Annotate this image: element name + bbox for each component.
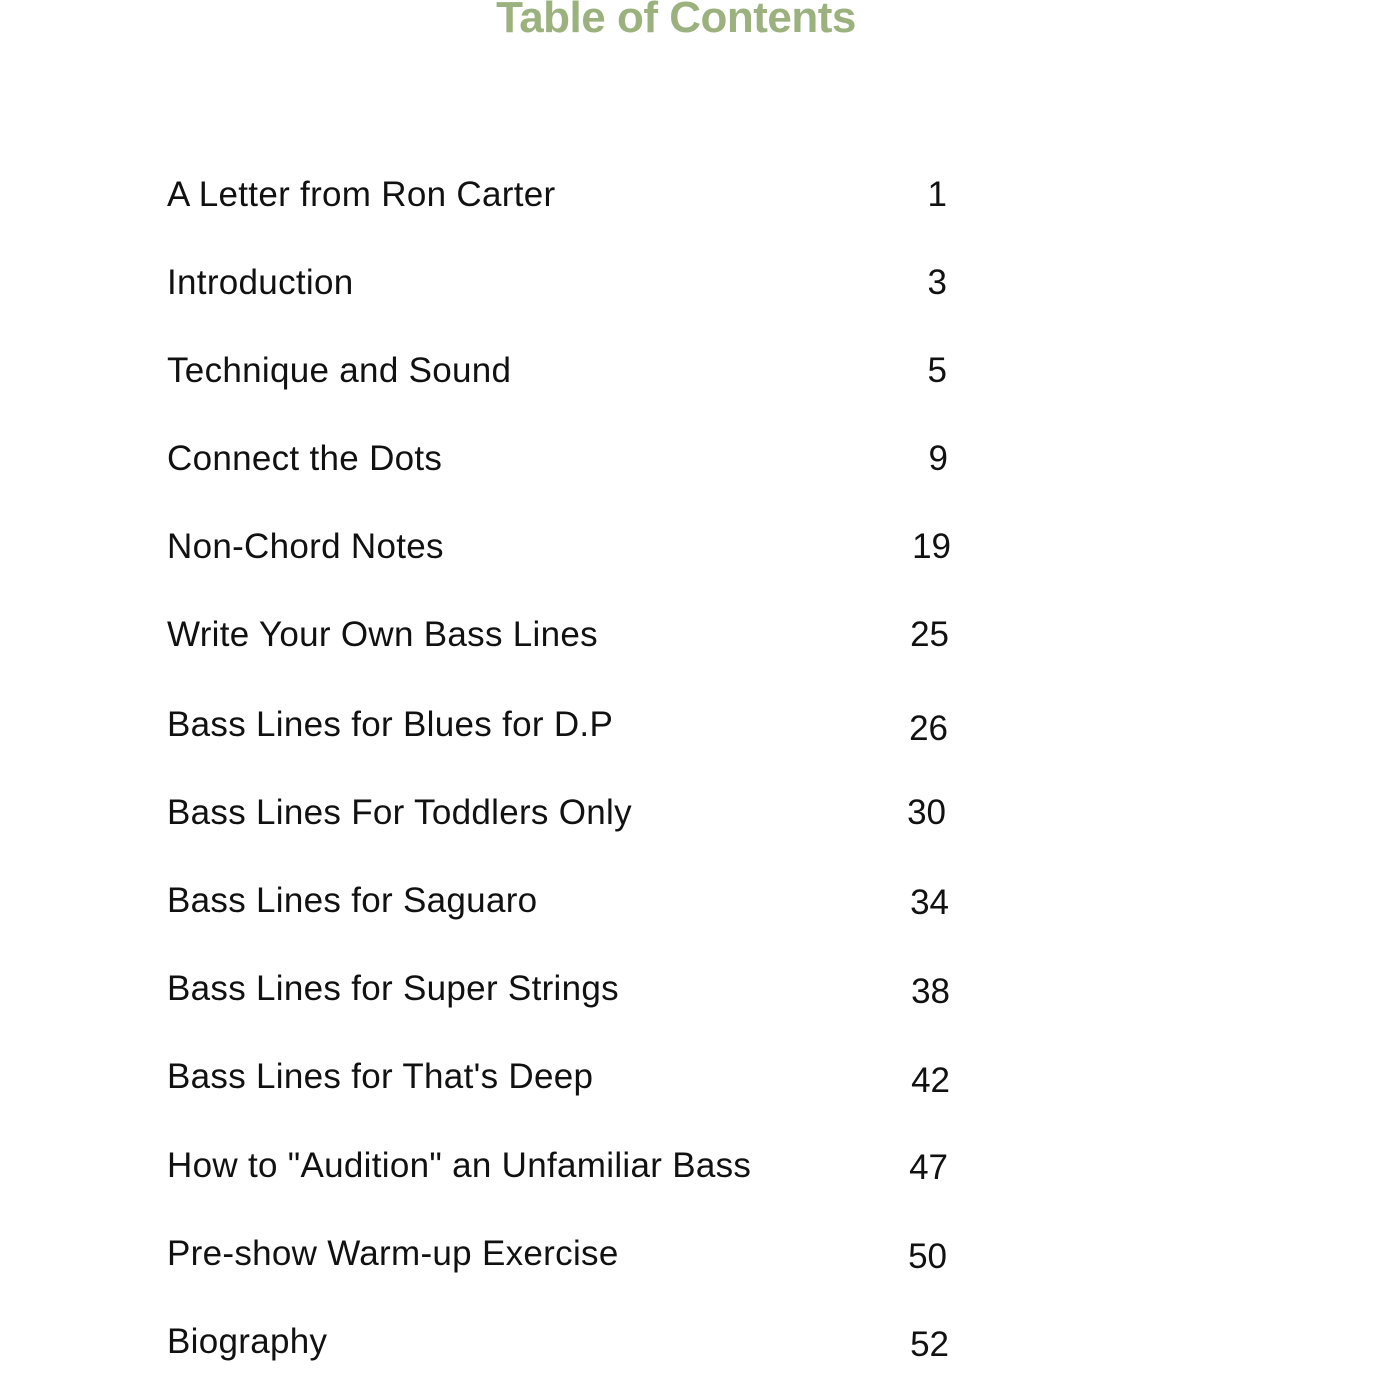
- entry-page-number: 47: [909, 1148, 948, 1187]
- entry-title: Technique and Sound: [167, 351, 512, 390]
- entry-page-number: 3: [927, 263, 947, 302]
- toc-entry[interactable]: [0, 788, 1400, 838]
- entry-page-number: 50: [908, 1237, 947, 1276]
- entry-page-number: 1: [927, 175, 947, 214]
- entry-title: Introduction: [167, 263, 354, 302]
- toc-entry[interactable]: [0, 1141, 1400, 1191]
- entry-title: Bass Lines For Toddlers Only: [167, 793, 632, 832]
- toc-entry[interactable]: [0, 170, 1400, 220]
- entry-title: A Letter from Ron Carter: [167, 175, 556, 214]
- entry-page-number: 26: [909, 709, 948, 748]
- entry-page-number: 9: [928, 439, 948, 478]
- toc-entry[interactable]: [0, 876, 1400, 926]
- toc-entry[interactable]: [0, 610, 1400, 660]
- entry-title: Bass Lines for That's Deep: [167, 1057, 594, 1096]
- toc-entry[interactable]: [0, 1229, 1400, 1279]
- entry-title: Write Your Own Bass Lines: [167, 615, 598, 654]
- toc-entry[interactable]: [0, 346, 1400, 396]
- entry-title: Biography: [167, 1322, 328, 1361]
- entry-page-number: 30: [907, 793, 946, 832]
- entry-title: Bass Lines for Super Strings: [167, 969, 619, 1008]
- entry-title: Bass Lines for Saguaro: [167, 881, 538, 920]
- entry-title: How to "Audition" an Unfamiliar Bass: [167, 1146, 752, 1185]
- entry-title: Connect the Dots: [167, 439, 443, 478]
- entry-title: Non-Chord Notes: [167, 527, 444, 566]
- toc-entry[interactable]: [0, 1317, 1400, 1367]
- toc-entry[interactable]: [0, 434, 1400, 484]
- entry-page-number: 42: [911, 1061, 950, 1100]
- entry-page-number: 5: [927, 351, 947, 390]
- toc-entry[interactable]: [0, 700, 1400, 750]
- toc-entry[interactable]: [0, 258, 1400, 308]
- toc-entry[interactable]: [0, 1052, 1400, 1102]
- toc-entry[interactable]: [0, 964, 1400, 1014]
- entry-page-number: 34: [910, 883, 949, 922]
- entry-page-number: 19: [912, 527, 951, 566]
- entry-page-number: 25: [910, 615, 949, 654]
- page-title: Table of Contents: [496, 0, 856, 42]
- toc-entry[interactable]: [0, 522, 1400, 572]
- entry-page-number: 52: [910, 1325, 949, 1364]
- entry-title: Pre-show Warm-up Exercise: [167, 1234, 619, 1273]
- entry-page-number: 38: [911, 972, 950, 1011]
- entry-title: Bass Lines for Blues for D.P: [167, 705, 614, 744]
